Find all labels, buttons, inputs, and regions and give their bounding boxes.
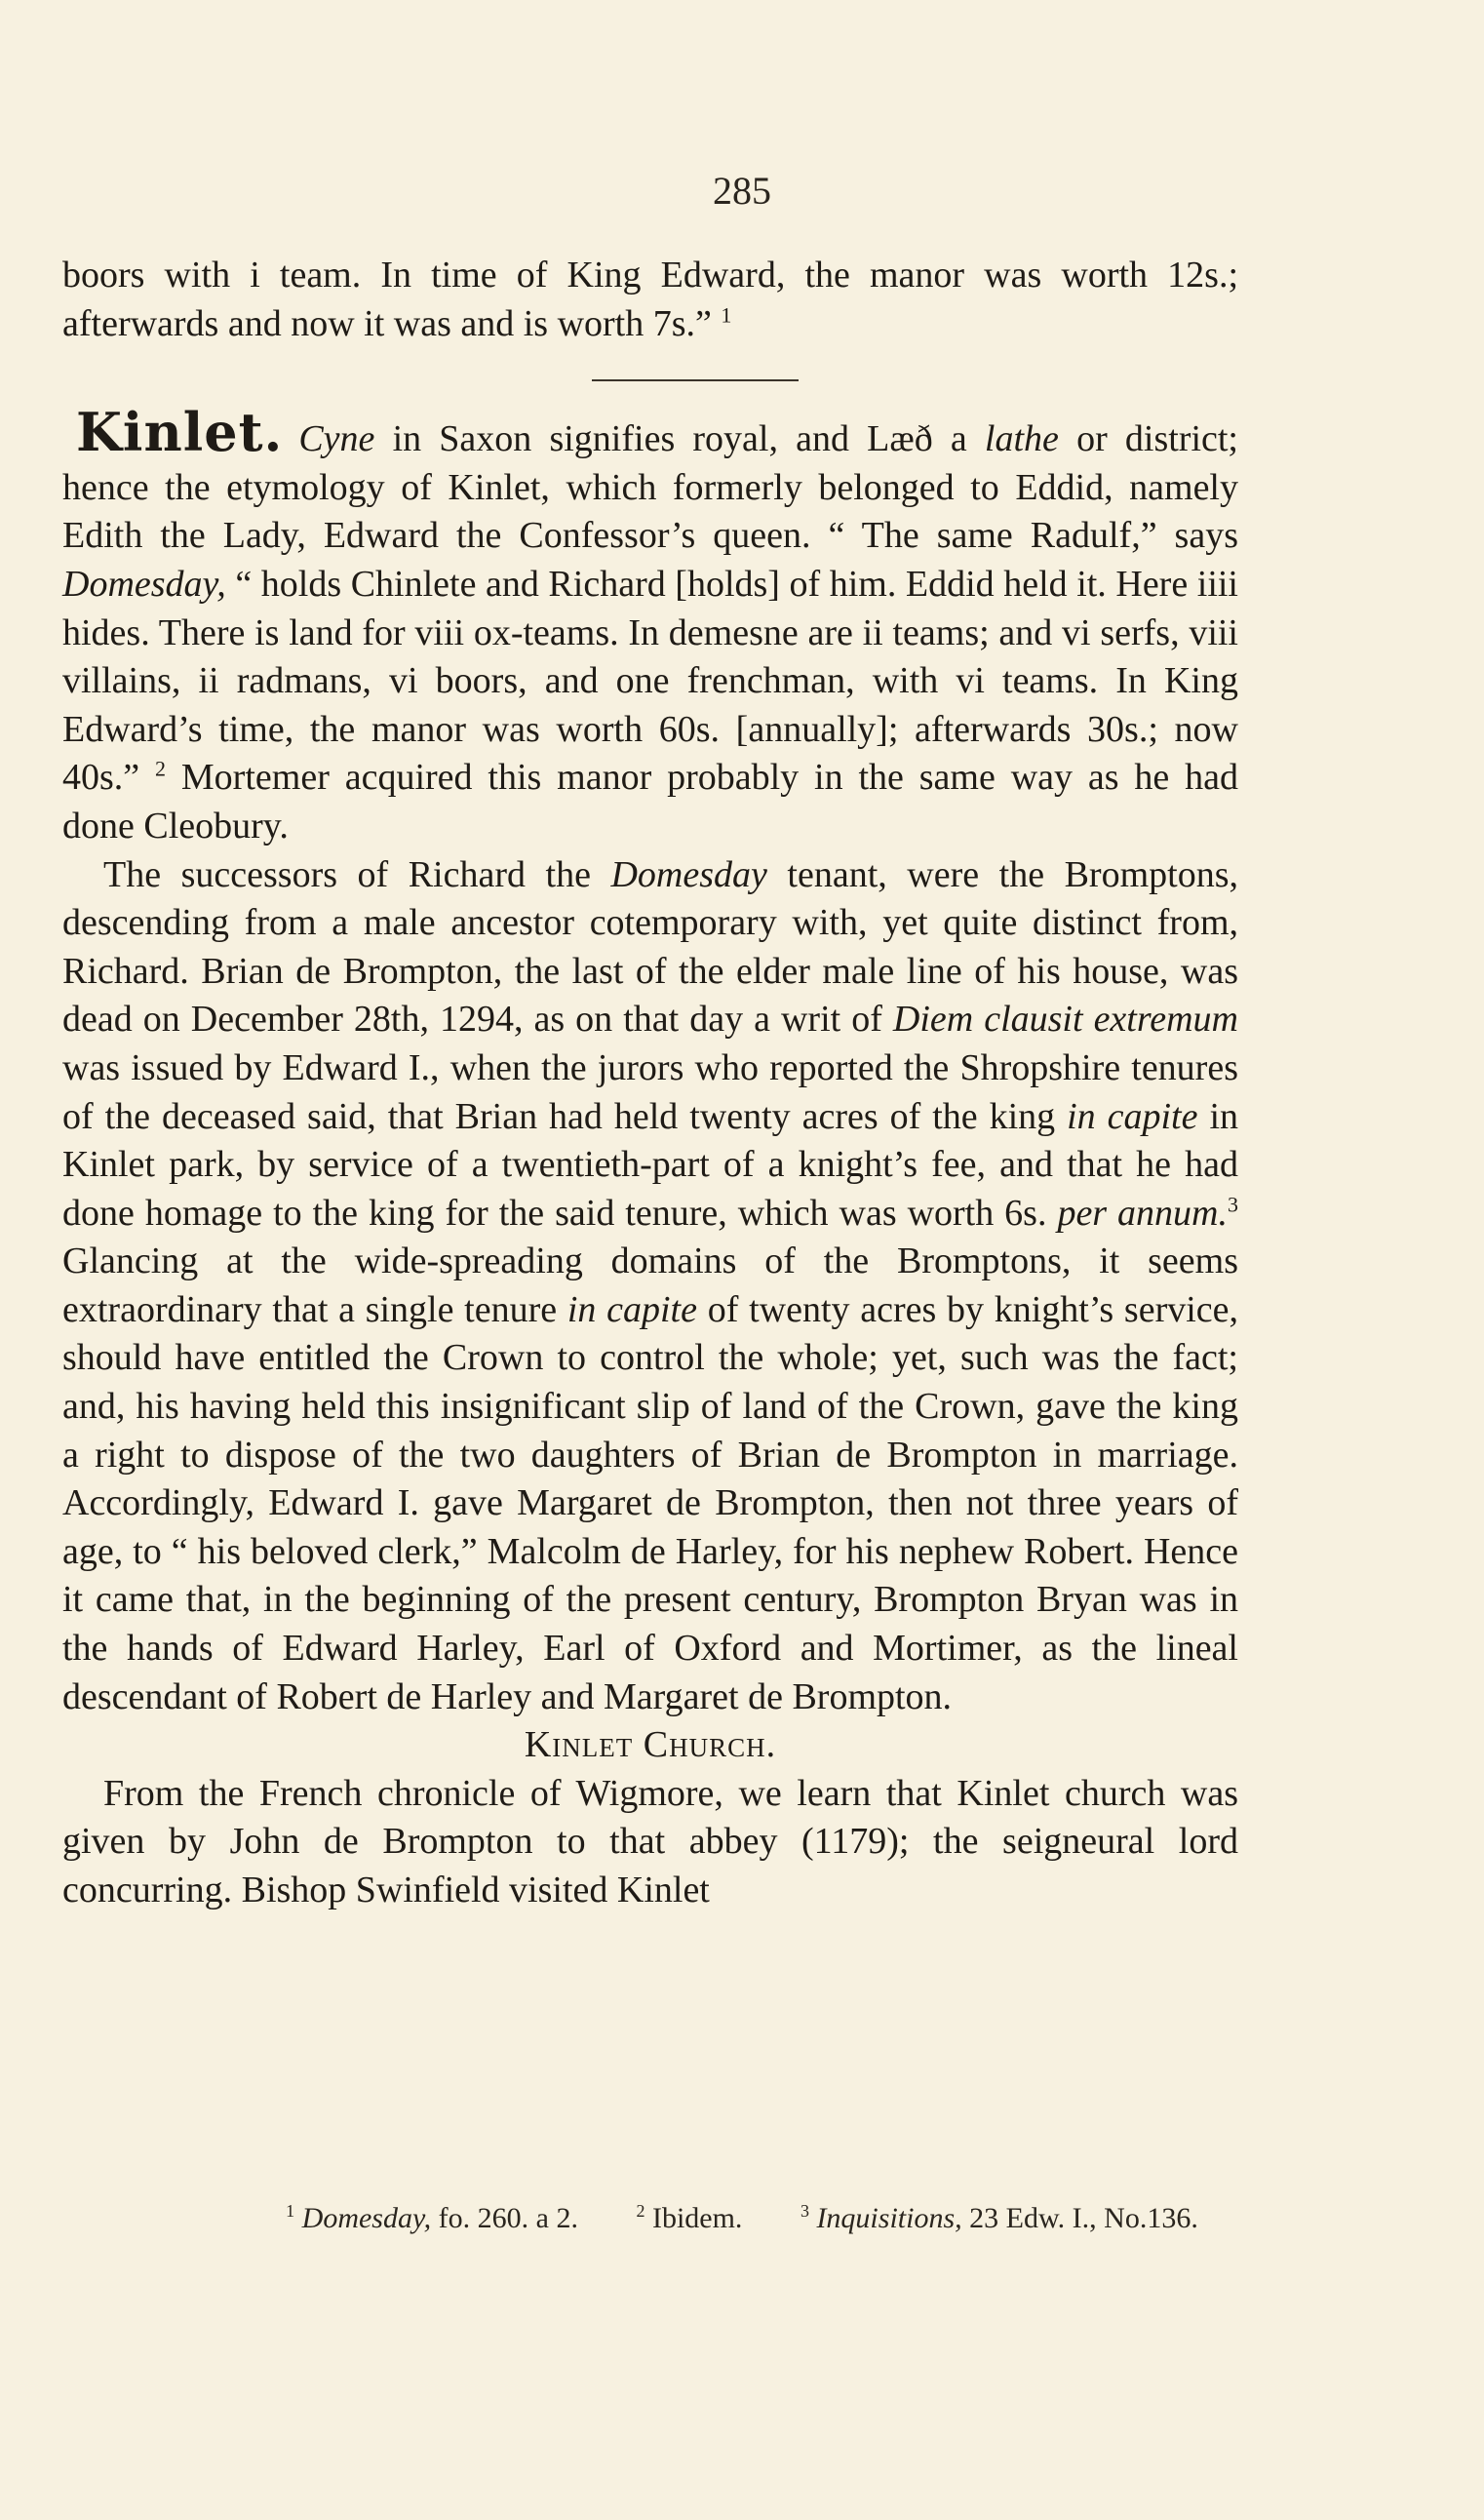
paragraph-text: The successors of Richard the — [103, 853, 611, 895]
footnote-ref-2: 2 — [155, 756, 167, 781]
italic-term: Domesday, — [62, 563, 226, 605]
footnote-text: Ibidem. — [651, 2202, 743, 2234]
paragraph-bromptons — [62, 851, 1238, 1722]
footnote-2 — [636, 2202, 742, 2234]
section-heading-kinlet-church: Kinlet Church. — [524, 1724, 777, 1766]
footnotes — [0, 2202, 1484, 2235]
paragraph-text: was issued by Edward I., when the jurors who reported the Shropshire tenures of the deceased said, that Brian had held twenty acres of the king — [62, 1046, 1238, 1137]
italic-term: Domesday — [610, 853, 767, 895]
paragraph-text: in Saxon signifies royal, and Læð a — [374, 418, 985, 460]
italic-term: in capite — [1067, 1095, 1198, 1137]
italic-term: Diem clausit extremum — [892, 999, 1238, 1041]
footnote-1 — [286, 2202, 578, 2234]
paragraph-text: tenant, were the Bromptons, descending from a male ancestor cotemporary with, yet quite distinct from, Richard. Brian de Brompton, the last of the elder male line of his house, was dead on December 28th, 1294, as on that day a writ of — [62, 853, 1238, 1041]
paragraph-text: in Kinlet park, by service of a twentieth-part of a knight’s fee, and that he had done homage to the king for the said tenure, which was worth 6s. — [62, 1095, 1238, 1234]
italic-term: Cyne — [298, 418, 375, 460]
footnote-mark: 1 — [286, 2201, 295, 2221]
paragraph-church: From the French chronicle of Wigmore, we learn that Kinlet church was given by John de Brompton to that abbey (1179); the seigneural lord concurring. Bishop Swinfield visited Kinlet — [62, 1772, 1238, 1910]
paragraph-text: “ holds Chinlete and Richard [holds] of him. Eddid held it. Here iiii hides. There is land for viii ox-teams. In demesne are ii teams; and vi serfs, viii villains, ii radmans, vi boors, and one frenchman, with vi teams. In King Edward’s time, the manor was worth 60s. [annually]; afterwards 30s.; now 40s.” — [62, 563, 1238, 799]
paragraph-text: Glancing at the wide-spreading domains of the Bromptons, it seems extraordinary that a single tenure — [62, 1240, 1238, 1330]
paragraph-text: or district; hence the etymology of Kinlet, which formerly belonged to Eddid, namely Edith the Lady, Edward the Confessor’s queen. “ The same Radulf,” says — [62, 418, 1238, 557]
italic-term: lathe — [984, 418, 1059, 460]
section-heading-kinlet: Kinlet. — [76, 401, 284, 464]
footnote-ref-1: 1 — [721, 301, 732, 327]
paragraph-kinlet — [62, 401, 1238, 850]
footnote-text: 23 Edw. I., No.136. — [961, 2202, 1198, 2234]
footnote-italic: Domesday, — [301, 2202, 432, 2234]
page-number: 285 — [713, 169, 771, 213]
italic-term: in capite — [566, 1288, 697, 1330]
footnote-text: fo. 260. a 2. — [431, 2202, 578, 2234]
footnote-italic: Inquisitions, — [816, 2202, 962, 2234]
body-text — [62, 252, 1238, 1915]
paragraph-text: boors with i team. In time of King Edward, the manor was worth 12s.; afterwards and now it was and is worth 7s.” — [62, 255, 1238, 344]
footnote-mark: 2 — [636, 2201, 645, 2221]
footnote-mark: 3 — [800, 2201, 809, 2221]
footnote-ref-3: 3 — [1228, 1192, 1238, 1217]
paragraph-text: Mortemer acquired this manor probably in the same way as he had done Cleobury. — [62, 757, 1238, 847]
paragraph-continuation — [62, 252, 1238, 348]
footnote-3 — [801, 2202, 1198, 2234]
section-divider — [592, 379, 799, 381]
paragraph-text: of twenty acres by knight’s service, should have entitled the Crown to control the whole; yet, such was the fact; and, his having held this insignificant slip of land of the Crown, gave the king a right to dispose of the two daughters of Brian de Brompton in marriage. Accordingly, Edward I. gave Margaret de Brompton, then not three years of age, to “ his beloved clerk,” Malcolm de Harley, for his nephew Robert. Hence it came that, in the beginning of the present century, Brompton Bryan was in the hands of Edward Harley, Earl of Oxford and Mortimer, as the lineal descendant of Robert de Harley and Margaret de Brompton. — [62, 1288, 1239, 1717]
italic-term: per annum. — [1057, 1192, 1228, 1234]
